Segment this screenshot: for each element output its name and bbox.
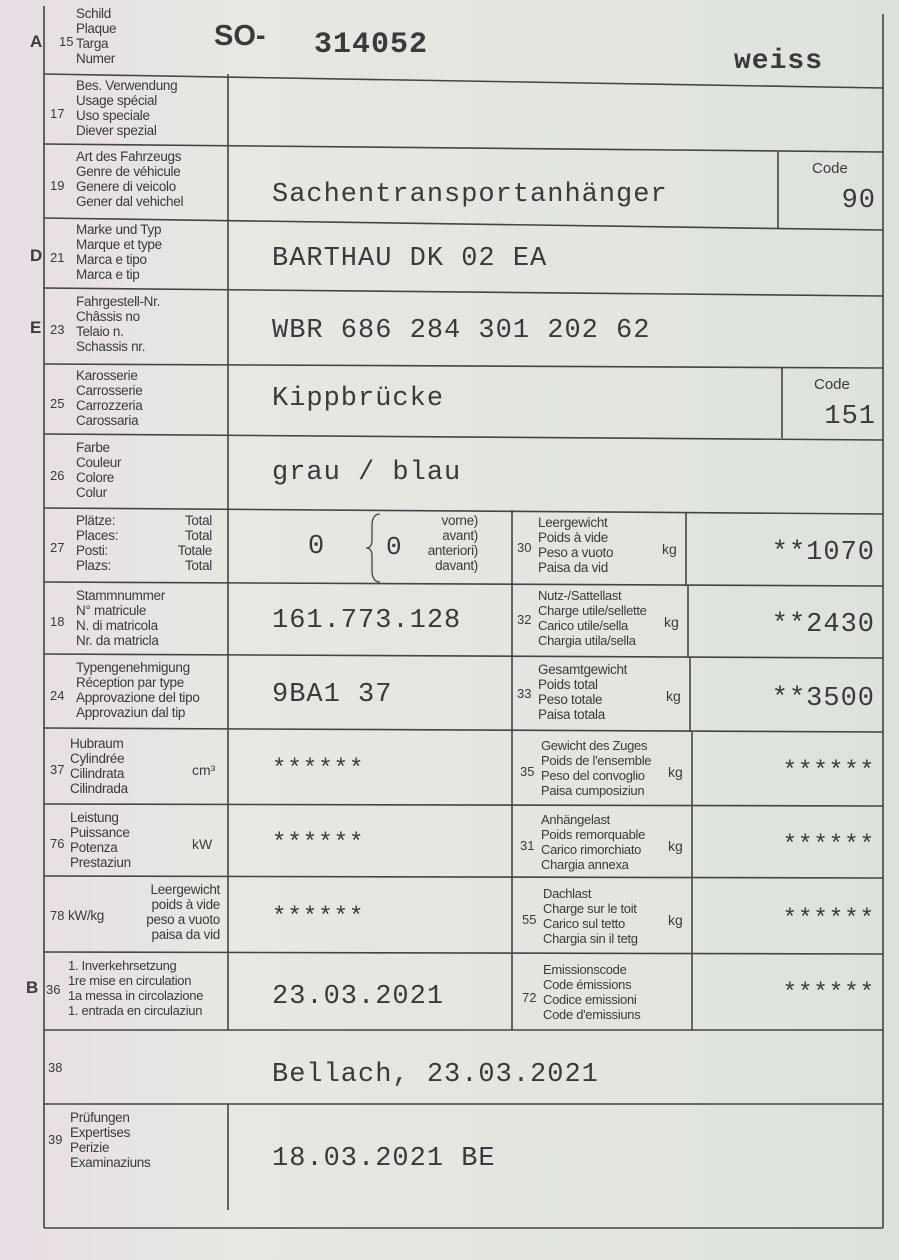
field-number: 78 [50, 908, 65, 923]
total-weight-value: **3500 [771, 684, 875, 714]
power-label: Leistung Puissance Potenza Prestaziun [70, 810, 131, 870]
train-weight-unit: kg [668, 764, 683, 780]
trailer-load-value: ****** [782, 832, 875, 859]
type-approval-value: 9BA1 37 [272, 680, 393, 710]
field-number: 24 [50, 688, 65, 703]
matricule-value: 161.773.128 [272, 606, 462, 636]
seats-label: Plätze: Places: Posti: Plazs: [76, 513, 119, 573]
vehicle-type-code-label: Code [812, 160, 848, 177]
vehicle-type-value: Sachentransportanhänger [272, 180, 668, 210]
marker-d: D [30, 246, 43, 265]
field-number: 23 [50, 322, 65, 337]
displacement-value: ****** [272, 756, 365, 783]
power-value: ****** [272, 830, 365, 857]
seats-total-label: Total Total Totale Total [177, 513, 212, 573]
total-weight-unit: kg [666, 688, 681, 704]
marker-a: A [30, 32, 43, 51]
trailer-load-label: Anhängelast Poids remorquable Carico rimorchiato Chargia annexa [541, 812, 646, 872]
field-number: 37 [50, 762, 65, 777]
first-registration-value: 23.03.2021 [272, 982, 445, 1012]
field-number: 30 [517, 540, 532, 555]
type-approval-label: Typengenehmigung Réception par type Approvazione del tipo Approvaziun dal tip [76, 660, 200, 720]
field-number: 26 [50, 468, 65, 483]
seats-front-value: 0 [386, 532, 403, 562]
chassis-value: WBR 686 284 301 202 62 [272, 316, 651, 346]
empty-weight-value: **1070 [771, 538, 875, 568]
make-label: Marke und Typ Marque et type Marca e tipo Marca e tip [76, 222, 162, 282]
field-number: 72 [522, 990, 537, 1005]
field-number: 18 [50, 614, 65, 629]
emission-value: ****** [782, 980, 875, 1007]
first-registration-label: 1. Inverkehrsetzung 1re mise en circulation 1a messa in circolazione 1. entrada en circulaziun [68, 958, 204, 1018]
special-use-label: Bes. Verwendung Usage spécial Uso speciale Diever spezial [76, 78, 178, 138]
seats-value: 0 [308, 532, 326, 562]
total-weight-label: Gesamtgewicht Poids total Peso totale Paisa totala [538, 662, 628, 722]
inspections-label: Prüfungen Expertises Perizie Examinaziuns [70, 1110, 151, 1170]
plate-canton: SO- [214, 20, 266, 52]
field-number: 32 [517, 612, 532, 627]
color-label: Farbe Couleur Colore Colur [76, 440, 122, 500]
field-number: 38 [48, 1060, 63, 1075]
field-number: 39 [48, 1132, 63, 1147]
roof-load-value: ****** [782, 906, 875, 933]
payload-unit: kg [664, 614, 679, 630]
displacement-label: Hubraum Cylindrée Cilindrata Cilindrada [70, 736, 128, 796]
field-number: 25 [50, 396, 65, 411]
marker-e: E [30, 318, 42, 337]
inspections-value: 18.03.2021 BE [272, 1144, 496, 1174]
kw-kg-value: ****** [272, 904, 365, 931]
seats-front-label: vorne) avant) anteriori) davant) [427, 513, 478, 573]
field-number: 33 [517, 686, 532, 701]
body-code: 151 [824, 402, 876, 432]
field-number: 76 [50, 836, 65, 851]
field-number: 35 [520, 764, 535, 779]
field-number: 17 [50, 106, 65, 121]
field-number: 21 [50, 250, 65, 265]
field-number: 31 [520, 838, 535, 853]
brace-icon [366, 512, 386, 584]
plate-label: Schild Plaque Targa Numer [76, 6, 117, 66]
emission-label: Emissionscode Code émissions Codice emissioni Code d'emissiuns [543, 962, 641, 1022]
plate-number: 314052 [314, 28, 429, 62]
plate-color: weiss [734, 46, 824, 77]
field-number: 19 [50, 178, 65, 193]
kw-kg-unit-label: kW/kg [68, 908, 105, 923]
body-label: Karosserie Carrosserie Carrozzeria Carossaria [76, 368, 143, 428]
vehicle-type-code: 90 [841, 186, 876, 216]
train-weight-value: ****** [782, 758, 875, 785]
power-unit: kW [192, 836, 213, 852]
kw-kg-label: Leergewicht poids à vide peso a vuoto paisa da vid [146, 882, 220, 942]
empty-weight-unit: kg [662, 541, 677, 557]
displacement-unit: cm³ [192, 762, 216, 778]
make-value: BARTHAU DK 02 EA [272, 244, 548, 274]
empty-weight-label: Leergewicht Poids à vide Peso a vuoto Paisa da vid [538, 515, 614, 575]
body-value: Kippbrücke [272, 384, 445, 414]
field-number: 55 [522, 912, 537, 927]
train-weight-label: Gewicht des Zuges Poids de l'ensemble Peso del convoglio Paisa cumposiziun [541, 738, 652, 798]
payload-value: **2430 [771, 610, 875, 640]
roof-load-unit: kg [668, 912, 683, 928]
field-number: 15 [59, 34, 74, 49]
roof-load-label: Dachlast Charge sur le toit Carico sul tetto Chargia sin il tetg [543, 886, 638, 946]
field-number: 27 [50, 540, 65, 555]
matricule-label: Stammnummer N° matricule N. di matricola Nr. da matricla [76, 588, 165, 648]
payload-label: Nutz-/Sattellast Charge utile/sellette Carico utile/sella Chargia utila/sella [538, 588, 647, 648]
field-number: 36 [46, 982, 61, 997]
chassis-label: Fahrgestell-Nr. Châssis no Telaio n. Schassis nr. [76, 294, 161, 354]
color-value: grau / blau [272, 458, 462, 488]
vehicle-type-label: Art des Fahrzeugs Genre de véhicule Genere di veicolo Gener dal vehichel [76, 149, 184, 209]
body-code-label: Code [814, 376, 850, 393]
place-date-value: Bellach, 23.03.2021 [272, 1060, 599, 1090]
trailer-load-unit: kg [668, 838, 683, 854]
marker-b: B [26, 978, 39, 997]
